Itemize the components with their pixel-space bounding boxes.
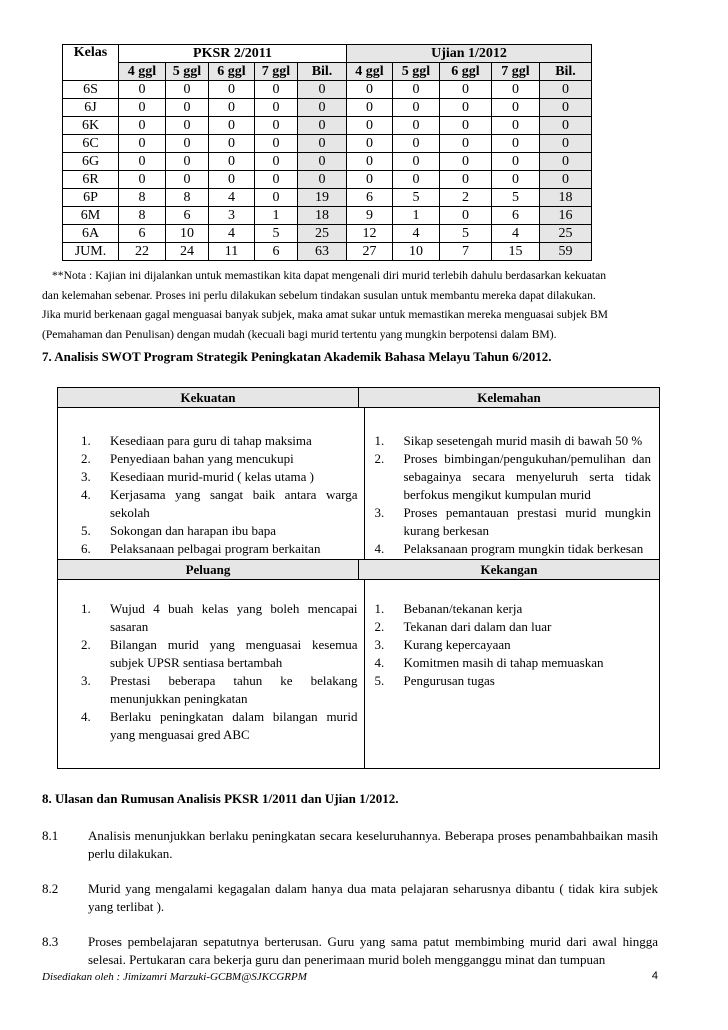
kekangan-item: [375, 672, 652, 690]
paragraph-text: Murid yang mengalami kegagalan dalam hanya dua mata pelajaran seharusnya dibantu ( tidak kira subjek yang terlibat ).: [88, 881, 658, 914]
class-name-cell: 6M: [63, 207, 119, 225]
value-cell: 0: [255, 171, 298, 189]
value-cell: 0: [298, 171, 347, 189]
item-number: 1.: [81, 433, 91, 448]
value-cell: 0: [119, 135, 166, 153]
kelemahan-header: Kelemahan: [359, 388, 659, 408]
paragraph-number: 8.1: [42, 828, 59, 843]
item-text: Prestasi beberapa tahun ke belakang menunjukkan peningkatan: [110, 673, 358, 706]
value-cell: 0: [298, 153, 347, 171]
value-cell: 0: [492, 99, 540, 117]
value-cell: 0: [440, 153, 492, 171]
note-line: dan kelemahan sebenar. Proses ini perlu dilakukan sebelum tindakan susulan untuk membantu mereka dapat dilakukan.: [42, 288, 596, 302]
value-cell: 11: [209, 243, 255, 261]
section-7-title: 7. Analisis SWOT Program Strategik Peningkatan Akademik Bahasa Melayu Tahun 6/2012.: [42, 349, 552, 364]
results-table: [62, 44, 592, 261]
item-text: Bebanan/tekanan kerja: [403, 601, 523, 616]
peluang-item: [81, 600, 358, 636]
value-cell: 0: [440, 81, 492, 99]
value-cell: 8: [166, 189, 209, 207]
item-number: 3.: [374, 505, 385, 520]
item-text: Bilangan murid yang menguasai kesemua subjek UPSR sentiasa bertambah: [110, 637, 358, 670]
subheader-cell: Bil.: [540, 63, 592, 81]
item-number: 1.: [374, 433, 385, 448]
item-text: Kerjasama yang sangat baik antara warga sekolah: [110, 487, 358, 520]
value-cell: 0: [347, 99, 393, 117]
table-row: [63, 171, 592, 189]
table-row: [63, 81, 592, 99]
table-row: [63, 207, 592, 225]
note-line: (Pemahaman dan Penulisan) dengan mudah (kecuali bagi murid tertentu yang mungkin berpotensi dalam BM).: [42, 327, 557, 341]
value-cell: 59: [540, 243, 592, 261]
kekangan-header: Kekangan: [359, 560, 659, 580]
item-number: 4.: [374, 541, 385, 556]
paragraph-number: 8.2: [42, 881, 59, 896]
kelemahan-item: [375, 450, 652, 504]
item-number: 2.: [81, 637, 91, 652]
value-cell: 10: [393, 243, 440, 261]
value-cell: 0: [347, 153, 393, 171]
value-cell: 7: [440, 243, 492, 261]
subheader-cell: 4 ggl: [347, 63, 393, 81]
value-cell: 0: [393, 153, 440, 171]
paragraph-number: 8.3: [42, 934, 59, 949]
subheader-cell: 6 ggl: [440, 63, 492, 81]
value-cell: 6: [347, 189, 393, 207]
item-number: 3.: [374, 637, 385, 652]
kekuatan-item: [81, 522, 358, 540]
subheader-cell: 4 ggl: [119, 63, 166, 81]
value-cell: 5: [492, 189, 540, 207]
kelemahan-list: [375, 432, 652, 558]
value-cell: 0: [255, 189, 298, 207]
item-text: Kesediaan murid-murid ( kelas utama ): [110, 469, 314, 484]
table-row: [63, 117, 592, 135]
kekangan-list: [375, 600, 652, 690]
value-cell: 0: [540, 99, 592, 117]
kekangan-item: [375, 636, 652, 654]
value-cell: 22: [119, 243, 166, 261]
value-cell: 0: [209, 81, 255, 99]
value-cell: 0: [440, 171, 492, 189]
table-row: [63, 135, 592, 153]
value-cell: 5: [393, 189, 440, 207]
value-cell: 4: [492, 225, 540, 243]
kekangan-item: [375, 600, 652, 618]
kekuatan-item: [81, 450, 358, 468]
value-cell: 63: [298, 243, 347, 261]
peluang-list: [81, 600, 358, 744]
subheader-cell: 5 ggl: [393, 63, 440, 81]
item-number: 5.: [374, 673, 385, 688]
value-cell: 0: [393, 135, 440, 153]
class-name-cell: 6G: [63, 153, 119, 171]
item-text: Wujud 4 buah kelas yang boleh mencapai sasaran: [110, 601, 358, 634]
value-cell: 0: [209, 117, 255, 135]
item-text: Sikap sesetengah murid masih di bawah 50 %: [403, 433, 643, 448]
value-cell: 0: [540, 135, 592, 153]
item-number: 2.: [374, 451, 385, 466]
item-text: Sokongan dan harapan ibu bapa: [110, 523, 277, 538]
table-row: [63, 99, 592, 117]
note-line: Jika murid berkenaan gagal menguasai banyak subjek, maka amat sukar untuk memastikan mereka menguasai subjek BM: [42, 308, 608, 322]
value-cell: 0: [166, 153, 209, 171]
value-cell: 6: [119, 225, 166, 243]
value-cell: 3: [209, 207, 255, 225]
value-cell: 0: [209, 153, 255, 171]
value-cell: 0: [347, 81, 393, 99]
value-cell: 8: [119, 207, 166, 225]
class-name-cell: 6A: [63, 225, 119, 243]
class-name-cell: 6K: [63, 117, 119, 135]
kelas-header: Kelas: [63, 45, 119, 81]
ujian-group-header: Ujian 1/2012: [347, 45, 592, 63]
value-cell: 25: [540, 225, 592, 243]
value-cell: 15: [492, 243, 540, 261]
kelemahan-item: [375, 540, 652, 558]
value-cell: 9: [347, 207, 393, 225]
note-line: **Nota : Kajian ini dijalankan untuk memastikan kita dapat mengenali diri murid terlebih dahulu berdasarkan kekuatan: [52, 269, 607, 282]
value-cell: 0: [492, 135, 540, 153]
paragraph-text: Analisis menunjukkan berlaku peningkatan secara keseluruhannya. Beberapa proses penambahbaikan masih perlu dilakukan.: [88, 828, 658, 861]
value-cell: 0: [209, 135, 255, 153]
value-cell: 0: [166, 171, 209, 189]
value-cell: 16: [540, 207, 592, 225]
class-name-cell: 6P: [63, 189, 119, 207]
value-cell: 6: [166, 207, 209, 225]
paragraph-text: Proses pembelajaran sepatutnya berterusan. Guru yang sama patut membimbing murid dari awal hingga selesai. Pertukaran cara bekerja guru dan penerimaan murid boleh mengganggu minat dan tumpuan: [88, 934, 658, 967]
item-number: 1.: [374, 601, 385, 616]
item-text: Pengurusan tugas: [403, 673, 495, 688]
kekuatan-item: [81, 432, 358, 450]
class-name-cell: JUM.: [63, 243, 119, 261]
item-text: Pelaksanaan program mungkin tidak berkesan: [403, 541, 644, 556]
item-text: Tekanan dari dalam dan luar: [403, 619, 552, 634]
item-number: 6.: [81, 541, 91, 556]
value-cell: 24: [166, 243, 209, 261]
kelemahan-item: [375, 432, 652, 450]
class-name-cell: 6S: [63, 81, 119, 99]
subheader-cell: 5 ggl: [166, 63, 209, 81]
value-cell: 0: [540, 81, 592, 99]
value-cell: 25: [298, 225, 347, 243]
table-row: [63, 243, 592, 261]
table-row: [63, 153, 592, 171]
value-cell: 1: [393, 207, 440, 225]
item-text: Proses pemantauan prestasi murid mungkin kurang berkesan: [403, 505, 651, 538]
paragraph-8-2: [42, 880, 658, 916]
value-cell: 0: [540, 171, 592, 189]
class-name-cell: 6J: [63, 99, 119, 117]
value-cell: 0: [298, 81, 347, 99]
value-cell: 0: [393, 117, 440, 135]
kekuatan-header: Kekuatan: [58, 388, 359, 408]
value-cell: 0: [492, 171, 540, 189]
paragraph-8-1: [42, 827, 658, 863]
value-cell: 1: [255, 207, 298, 225]
value-cell: 6: [492, 207, 540, 225]
value-cell: 18: [298, 207, 347, 225]
item-text: Kesediaan para guru di tahap maksima: [110, 433, 312, 448]
value-cell: 0: [393, 81, 440, 99]
item-number: 4.: [374, 655, 385, 670]
table-row: [63, 189, 592, 207]
value-cell: 0: [255, 153, 298, 171]
table-row: [63, 225, 592, 243]
value-cell: 0: [166, 99, 209, 117]
value-cell: 0: [347, 117, 393, 135]
value-cell: 0: [255, 117, 298, 135]
item-number: 4.: [81, 487, 91, 502]
kekuatan-cell: [58, 408, 365, 559]
class-name-cell: 6C: [63, 135, 119, 153]
value-cell: 0: [440, 99, 492, 117]
item-number: 5.: [81, 523, 91, 538]
peluang-item: [81, 708, 358, 744]
peluang-header: Peluang: [58, 560, 359, 580]
item-number: 4.: [81, 709, 91, 724]
value-cell: 0: [298, 117, 347, 135]
subheader-cell: 7 ggl: [492, 63, 540, 81]
item-number: 3.: [81, 673, 91, 688]
item-number: 2.: [81, 451, 91, 466]
kelemahan-cell: [365, 408, 660, 559]
value-cell: 19: [298, 189, 347, 207]
value-cell: 4: [209, 225, 255, 243]
kekangan-item: [375, 618, 652, 636]
value-cell: 18: [540, 189, 592, 207]
value-cell: 0: [492, 153, 540, 171]
value-cell: 5: [440, 225, 492, 243]
value-cell: 0: [347, 171, 393, 189]
kelemahan-item: [375, 504, 652, 540]
value-cell: 0: [119, 171, 166, 189]
value-cell: 0: [209, 99, 255, 117]
item-text: Penyediaan bahan yang mencukupi: [110, 451, 294, 466]
item-text: Proses bimbingan/pengukuhan/pemulihan dan sebagainya secara menyeluruh serta tidak berfokus mengikut kumpulan murid: [403, 451, 651, 502]
value-cell: 0: [166, 117, 209, 135]
item-text: Komitmen masih di tahap memuaskan: [403, 655, 604, 670]
item-text: Pelaksanaan pelbagai program berkaitan: [110, 541, 321, 556]
value-cell: 0: [119, 117, 166, 135]
kekuatan-item: [81, 468, 358, 486]
value-cell: 5: [255, 225, 298, 243]
value-cell: 0: [393, 99, 440, 117]
value-cell: 0: [347, 135, 393, 153]
value-cell: 0: [119, 153, 166, 171]
item-number: 3.: [81, 469, 91, 484]
table-header-row-1: [63, 45, 592, 63]
swot-table: [57, 387, 660, 769]
subheader-cell: Bil.: [298, 63, 347, 81]
value-cell: 0: [166, 81, 209, 99]
peluang-cell: [58, 580, 365, 768]
paragraph-8-3: [42, 933, 658, 969]
value-cell: 0: [119, 99, 166, 117]
kekangan-item: [375, 654, 652, 672]
value-cell: 0: [119, 81, 166, 99]
value-cell: 2: [440, 189, 492, 207]
note-paragraph: [42, 266, 658, 344]
pksr-group-header: PKSR 2/2011: [119, 45, 347, 63]
value-cell: 0: [440, 135, 492, 153]
value-cell: 8: [119, 189, 166, 207]
peluang-item: [81, 636, 358, 672]
subheader-cell: 7 ggl: [255, 63, 298, 81]
class-name-cell: 6R: [63, 171, 119, 189]
value-cell: 0: [540, 117, 592, 135]
value-cell: 0: [298, 135, 347, 153]
item-number: 2.: [374, 619, 385, 634]
prepared-by: Disediakan oleh : Jimizamri Marzuki-GCBM@SJKCGRPM: [42, 971, 307, 983]
value-cell: 4: [209, 189, 255, 207]
value-cell: 0: [440, 207, 492, 225]
kekuatan-list: [81, 432, 358, 558]
value-cell: 0: [540, 153, 592, 171]
kekangan-cell: [365, 580, 660, 768]
item-number: 1.: [81, 601, 91, 616]
value-cell: 0: [298, 99, 347, 117]
page-footer: [42, 970, 658, 983]
value-cell: 27: [347, 243, 393, 261]
page-number: 4: [651, 970, 658, 982]
value-cell: 0: [492, 81, 540, 99]
value-cell: 0: [440, 117, 492, 135]
value-cell: 12: [347, 225, 393, 243]
value-cell: 10: [166, 225, 209, 243]
peluang-item: [81, 672, 358, 708]
value-cell: 0: [166, 135, 209, 153]
table-header-row-2: [63, 63, 592, 81]
value-cell: 0: [393, 171, 440, 189]
kekuatan-item: [81, 486, 358, 522]
item-text: Kurang kepercayaan: [403, 637, 511, 652]
value-cell: 6: [255, 243, 298, 261]
value-cell: 0: [255, 135, 298, 153]
value-cell: 0: [255, 99, 298, 117]
value-cell: 0: [209, 171, 255, 189]
value-cell: 0: [492, 117, 540, 135]
section-8-title: 8. Ulasan dan Rumusan Analisis PKSR 1/2011 dan Ujian 1/2012.: [42, 791, 399, 806]
subheader-cell: 6 ggl: [209, 63, 255, 81]
item-text: Berlaku peningkatan dalam bilangan murid yang menguasai gred ABC: [110, 709, 358, 742]
table-body: [63, 81, 592, 261]
kekuatan-item: [81, 540, 358, 558]
value-cell: 4: [393, 225, 440, 243]
value-cell: 0: [255, 81, 298, 99]
